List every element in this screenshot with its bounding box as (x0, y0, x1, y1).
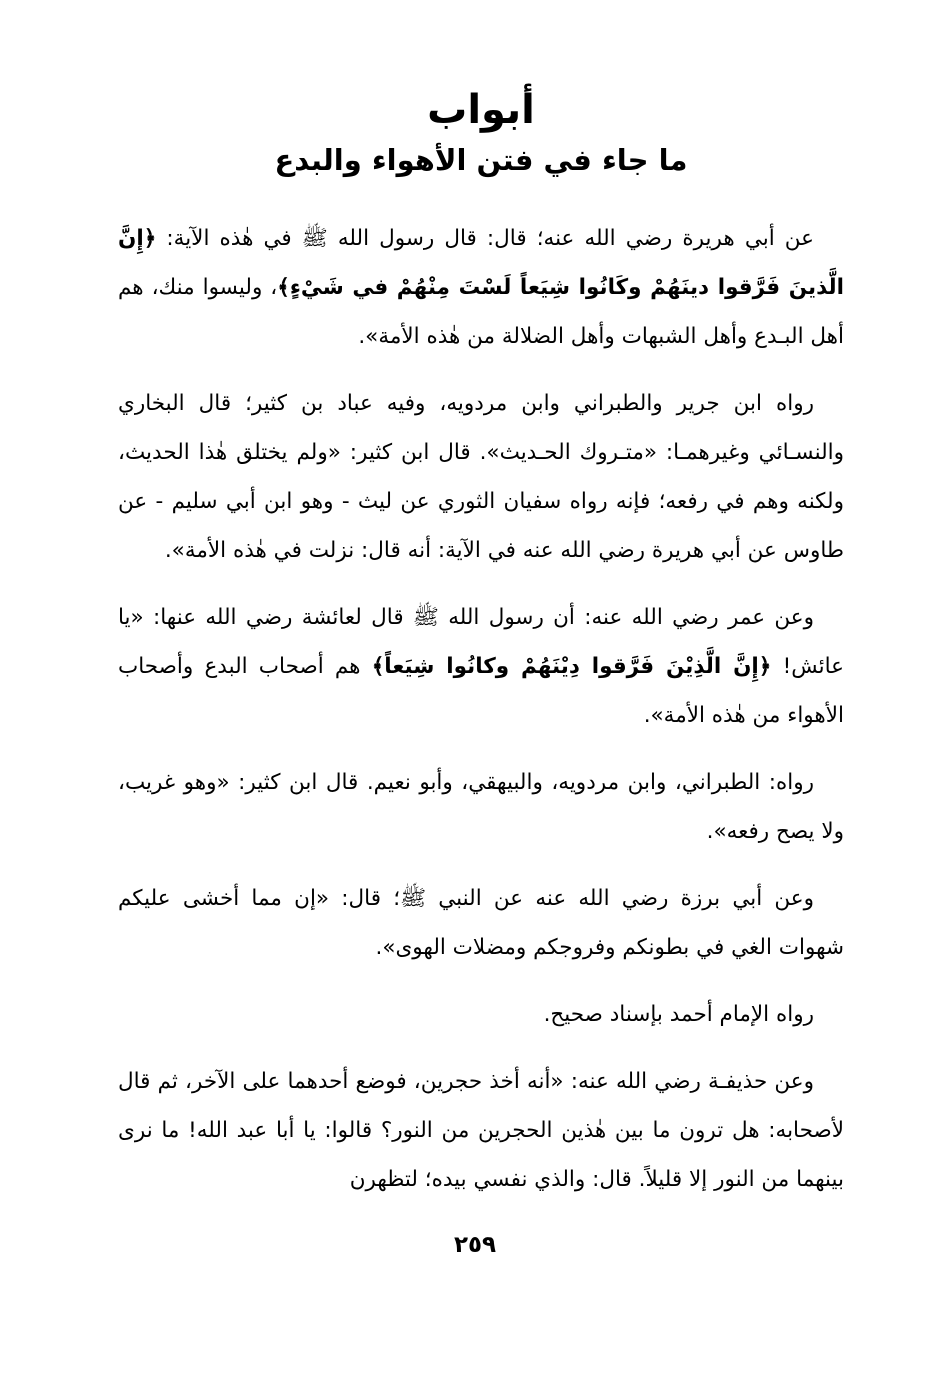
paragraph-text: هم أصحاب البدع وأصحاب الأهواء من هٰذه الأمة». (118, 654, 844, 728)
paragraph-abu-barza-hadith (118, 874, 844, 972)
paragraph-ahmad-narration (118, 990, 844, 1039)
paragraph-ibn-jarir-narration (118, 379, 844, 575)
chapter-title: أبواب (427, 87, 535, 133)
paragraph-hudhayfa-hadith (118, 1057, 844, 1204)
paragraph-text: رواه ابن جرير والطبراني وابن مردويه، وفيه عباد بن كثير؛ قال البخاري والنسـائي وغيرهمـا: «متـروك الحـديث». قال ابن كثير: «ولم يختلق هٰذا الحديث، ولكنه وهم في رفعه؛ فإنه رواه سفيان الثوري عن ليث - وهو ابن أبي سليم - عن طاوس عن أبي هريرة رضي الله عنه في الآية: أنه قال: نزلت في هٰذه الأمة». (118, 391, 844, 563)
chapter-subtitle: ما جاء في فتن الأهواء والبدع (274, 143, 688, 177)
quran-verse: ﴿إِنَّ الَّذينَ فَرَّقوا دينَهُمْ وكَانُوا شِيَعاً لَسْتَ مِنْهُمْ في شَيْءٍ﴾ (118, 226, 844, 300)
paragraph-text: وعن أبي برزة رضي الله عنه عن النبي ﷺ؛ قال: «إن مما أخشى عليكم شهوات الغي في بطونكم وفروجكم ومضلات الهوى». (118, 886, 844, 960)
paragraph-text: رواه: الطبراني، وابن مردويه، والبيهقي، وأبو نعيم. قال ابن كثير: «وهو غريب، ولا يصح رفعه». (118, 770, 844, 844)
page-number: ٢٥٩ (453, 1232, 497, 1258)
page-body (118, 214, 844, 1204)
paragraph-text: رواه الإمام أحمد بإسناد صحيح. (543, 1002, 814, 1027)
book-page (118, 86, 844, 1338)
paragraph-text: ، وليسوا منك، هم أهل البـدع وأهل الشبهات وأهل الضلالة من هٰذه الأمة». (118, 275, 844, 349)
paragraph-tabarani-narration (118, 758, 844, 856)
paragraph-text: وعن حذيفـة رضي الله عنه: «أنه أخذ حجرين، فوضع أحدهما على الآخر، ثم قال لأصحابه: هل ترون ما بين هٰذين الحجرين من النور؟ قالوا: يا أبا عبد الله! ما نرى بينهما من النور إلا قليلاً. قال: والذي نفسي بيده؛ لتظهرن (118, 1069, 844, 1192)
paragraph-text: عن أبي هريرة رضي الله عنه؛ قال: قال رسول الله ﷺ في هٰذه الآية: (156, 226, 814, 251)
paragraph-text: وعن عمر رضي الله عنه: أن رسول الله ﷺ قال لعائشة رضي الله عنها: «يا عائش! (118, 605, 844, 679)
paragraph-umar-hadith (118, 593, 844, 740)
paragraph-abu-hurayra-hadith (118, 214, 844, 361)
quran-verse: ﴿إِنَّ الَّذِيْنَ فَرَّقوا دِيْنَهُمْ وكانُوا شِيَعاً﴾ (371, 654, 772, 679)
